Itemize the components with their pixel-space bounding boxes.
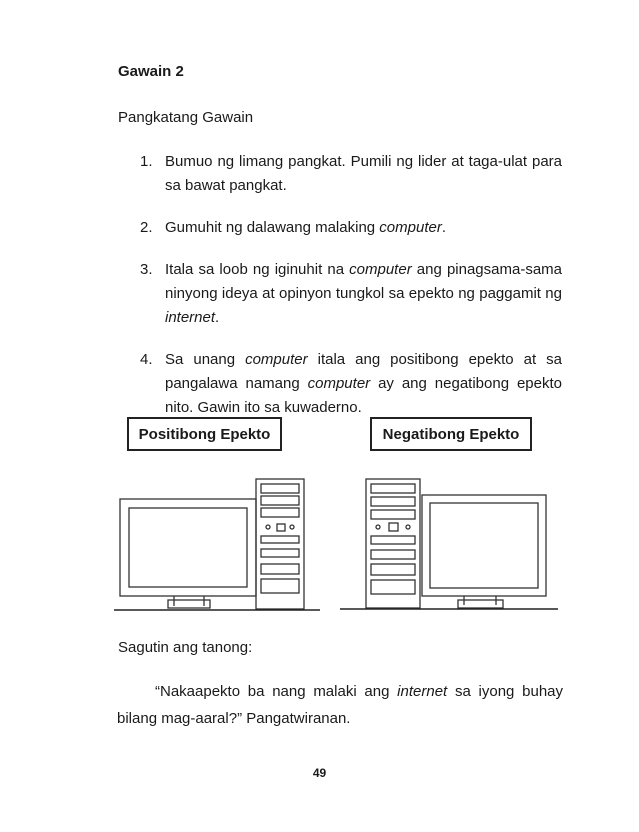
instruction-item (120, 348, 562, 420)
question-text (117, 678, 563, 732)
text-run: sa iyong buhay bilang mag-aaral?” Pangatwiranan. (117, 683, 564, 727)
text-run: Gumuhit ng dalawang malaking (165, 219, 380, 236)
text-run: . (215, 309, 220, 326)
instruction-number: 4. (140, 351, 153, 368)
instruction-number: 2. (140, 219, 153, 236)
computer-illustration-right (338, 470, 560, 614)
italic-term: internet (397, 683, 448, 700)
italic-term: computer (349, 261, 412, 278)
text-run: itala ang positibong epekto at sa pangalawa namang (165, 351, 562, 392)
text-run: Itala sa loob ng iginuhit na (165, 261, 350, 278)
italic-term: computer (379, 219, 442, 236)
text-run: “Nakaapekto ba nang malaki ang (155, 683, 398, 700)
question-intro: Sagutin ang tanong: (118, 639, 253, 656)
italic-term: computer (245, 351, 308, 368)
page-number: 49 (312, 766, 327, 780)
instruction-item (120, 258, 562, 330)
text-run: Sa unang (165, 351, 246, 368)
instruction-number: 1. (140, 153, 153, 170)
italic-term: computer (307, 375, 371, 392)
computer-illustration-left (112, 472, 322, 614)
instruction-item (120, 150, 562, 198)
positive-effect-label: Positibong Epekto (127, 417, 282, 451)
instruction-list (120, 150, 562, 438)
activity-subheading: Pangkatang Gawain (118, 109, 254, 126)
text-run: Bumuo ng limang pangkat. Pumili ng lider at taga-ulat para sa bawat pangkat. (165, 153, 562, 194)
negative-effect-label: Negatibong Epekto (370, 417, 532, 451)
instruction-number: 3. (140, 261, 153, 278)
instruction-item (120, 216, 562, 240)
text-run: ay ang negatibong epekto nito. Gawin ito sa kuwaderno. (165, 375, 562, 416)
activity-heading: Gawain 2 (118, 63, 184, 80)
italic-term: internet (165, 309, 216, 326)
text-run: . (441, 219, 446, 236)
text-run: ang pinagsama-sama ninyong ideya at opinyon tungkol sa epekto ng paggamit ng (165, 261, 562, 302)
